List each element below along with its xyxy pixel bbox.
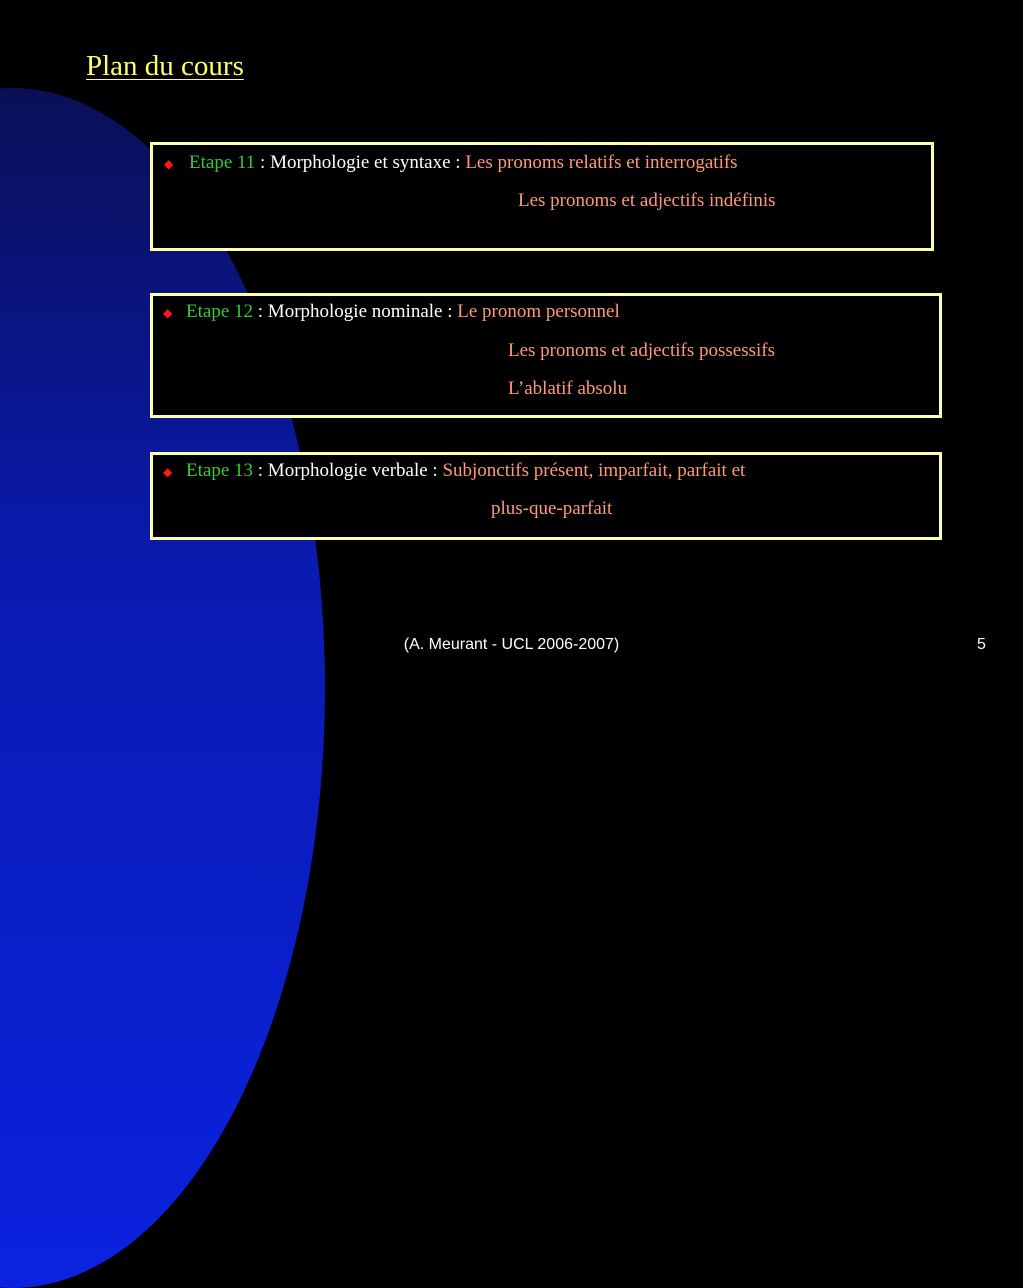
step-13-line [186, 460, 745, 482]
step-13-item-1: Subjonctifs présent, imparfait, parfait et [442, 460, 746, 481]
step-13-item-2: plus-que-parfait [491, 498, 613, 519]
diamond-bullet-icon: ◆ [164, 157, 174, 171]
step-12-label: Etape 12 [186, 301, 254, 322]
step-12-item-2: Les pronoms et adjectifs possessifs [508, 340, 776, 361]
step-13-label: Etape 13 [186, 460, 254, 481]
step-12-item-1: Le pronom personnel [457, 301, 620, 322]
step-12-item-3: L’ablatif absolu [508, 378, 628, 399]
step-12-line [186, 301, 620, 323]
step-11-label: Etape 11 [189, 152, 256, 173]
footer-credit: (A. Meurant - UCL 2006-2007) [403, 636, 620, 653]
step-11-topic: : Morphologie et syntaxe : [255, 152, 466, 173]
step-13-topic: : Morphologie verbale : [253, 460, 443, 481]
slide-title: Plan du cours [86, 50, 244, 82]
step-11-item-2: Les pronoms et adjectifs indéfinis [518, 190, 776, 211]
diamond-bullet-icon: ◆ [163, 306, 173, 320]
diamond-bullet-icon: ◆ [163, 465, 173, 479]
background-blue-arc [0, 88, 325, 1288]
step-11-item-1: Les pronoms relatifs et interrogatifs [465, 152, 738, 173]
step-12-topic: : Morphologie nominale : [253, 301, 458, 322]
page-number: 5 [977, 636, 986, 653]
step-11-line [189, 152, 738, 174]
